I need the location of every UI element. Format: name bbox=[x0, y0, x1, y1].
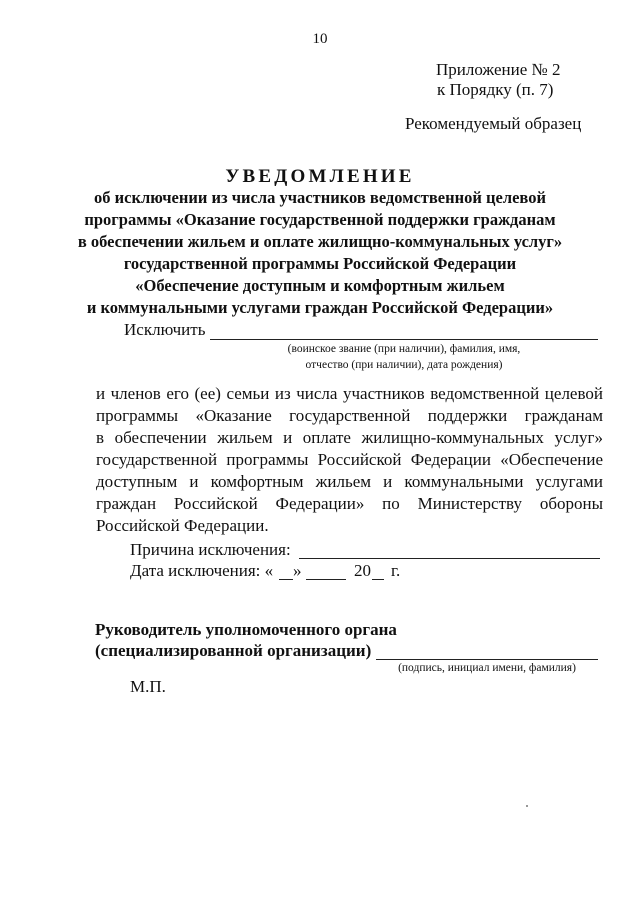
exclude-field-line[interactable] bbox=[210, 339, 598, 340]
appendix-number: Приложение № 2 bbox=[436, 60, 561, 79]
subtitle-line: и коммунальными услугами граждан Российской Федерации» bbox=[86, 298, 554, 317]
body-line: доступным и комфортным жильем и коммунальными услугами bbox=[96, 472, 603, 491]
sample-label: Рекомендуемый образец bbox=[405, 114, 582, 133]
exclude-hint-line2: отчество (при наличии), дата рождения) bbox=[305, 359, 503, 371]
body-line: Российской Федерации. bbox=[96, 516, 269, 535]
signature-hint: (подпись, инициал имени, фамилия) bbox=[398, 662, 576, 674]
body-line: и членов его (ее) семьи из числа участников ведомственной целевой bbox=[96, 384, 603, 403]
subtitle-line: об исключении из числа участников ведомственной целевой bbox=[94, 188, 546, 207]
body-line: программы «Оказание государственной поддержки гражданам bbox=[96, 406, 603, 425]
scan-speck bbox=[526, 805, 528, 807]
date-quote-close: » bbox=[293, 561, 302, 580]
date-year-line[interactable] bbox=[372, 579, 384, 580]
stamp-label: М.П. bbox=[130, 677, 166, 696]
subtitle-line: «Обеспечение доступным и комфортным жильем bbox=[135, 276, 505, 295]
date-label: Дата исключения: « bbox=[130, 561, 274, 580]
exclude-label: Исключить bbox=[124, 320, 206, 339]
body-line: государственной программы Российской Федерации «Обеспечение bbox=[96, 450, 603, 469]
reason-field-line[interactable] bbox=[299, 558, 600, 559]
body-line: граждан Российской Федерации» по Министерству обороны bbox=[96, 494, 603, 513]
signatory-line2: (специализированной организации) bbox=[95, 641, 372, 660]
date-month-line[interactable] bbox=[306, 579, 346, 580]
date-day-line[interactable] bbox=[279, 579, 293, 580]
body-line: в обеспечении жильем и оплате жилищно-коммунальных услуг» bbox=[96, 428, 603, 447]
reason-label: Причина исключения: bbox=[130, 540, 291, 559]
page-number: 10 bbox=[312, 31, 328, 47]
subtitle-line: программы «Оказание государственной поддержки гражданам bbox=[84, 210, 556, 229]
date-year-suffix: г. bbox=[391, 561, 401, 580]
appendix-reference: к Порядку (п. 7) bbox=[437, 80, 554, 99]
document-title: УВЕДОМЛЕНИЕ bbox=[225, 166, 415, 187]
signatory-line1: Руководитель уполномоченного органа bbox=[95, 620, 397, 639]
exclude-hint-line1: (воинское звание (при наличии), фамилия, имя, bbox=[287, 343, 521, 355]
date-year-prefix: 20 bbox=[354, 561, 371, 580]
signature-field-line[interactable] bbox=[376, 659, 598, 660]
subtitle-line: в обеспечении жильем и оплате жилищно-коммунальных услуг» bbox=[77, 232, 563, 251]
subtitle-line: государственной программы Российской Федерации bbox=[123, 254, 517, 273]
